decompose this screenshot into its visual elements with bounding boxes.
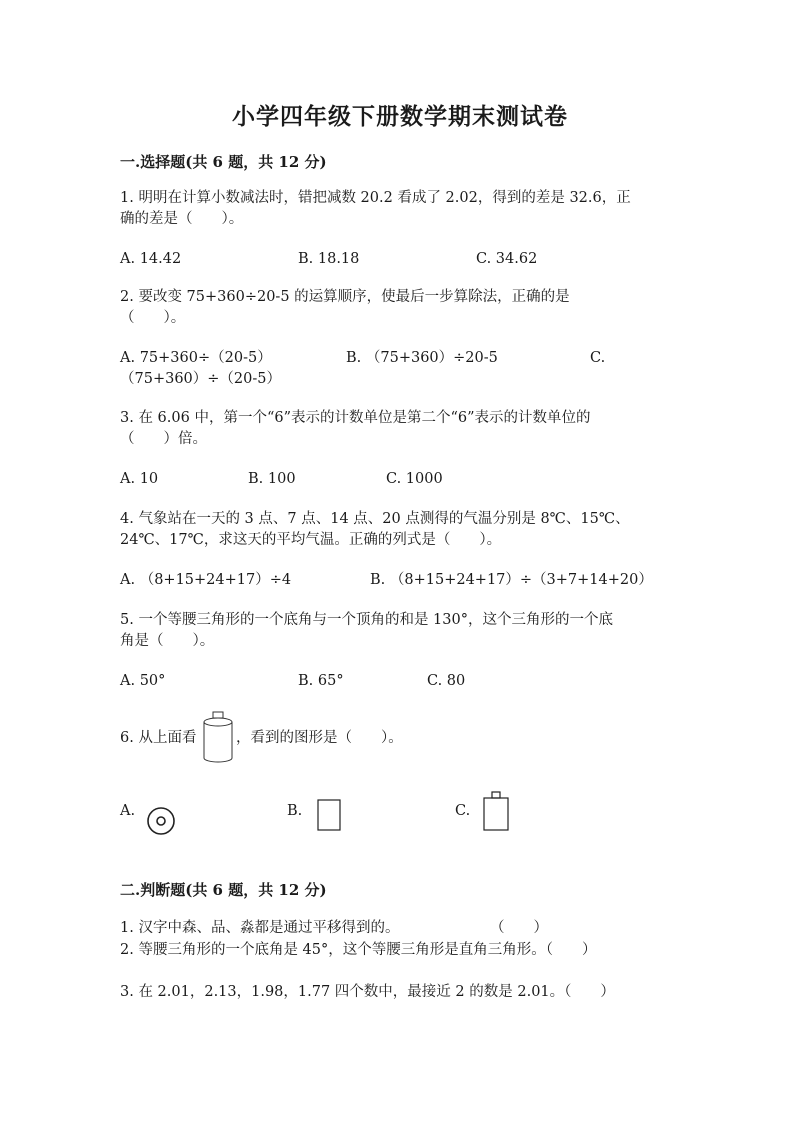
rectangle-shape xyxy=(318,800,340,830)
cylinder-figure xyxy=(200,710,236,766)
option-c: C. 80 xyxy=(427,673,466,689)
cylinder-top xyxy=(204,718,232,726)
option-a: A. 14.42 xyxy=(120,251,182,267)
option-c-continuation: （75+360）÷（20-5） xyxy=(120,371,282,387)
question-text-line: 确的差是（ ）。 xyxy=(120,211,244,227)
option-a: A. （8+15+24+17）÷4 xyxy=(120,572,292,588)
question-text-line: 3. 在 6.06 中，第一个“6”表示的计数单位是第二个“6”表示的计数单位的 xyxy=(120,410,591,426)
question-text-line: （ ）倍。 xyxy=(120,431,207,447)
page-title: 小学四年级下册数学期末测试卷 xyxy=(232,103,568,130)
question-text-line: 1. 明明在计算小数减法时，错把减数 20.2 看成了 2.02，得到的差是 32.6，正 xyxy=(120,190,631,206)
option-b: B. 65° xyxy=(298,673,344,689)
option-c-rectangle-with-cap-figure xyxy=(482,790,512,834)
judgement-question-3: 3. 在 2.01，2.13，1.98，1.77 四个数中，最接近 2 的数是 2.01。（ ） xyxy=(120,984,615,1000)
option-a: A. xyxy=(120,803,136,819)
cylinder-bottom xyxy=(204,758,232,762)
question-text-suffix: ，看到的图形是（ ）。 xyxy=(236,730,403,746)
body-shape xyxy=(484,798,508,830)
option-a: A. 10 xyxy=(120,471,159,487)
option-a: A. 50° xyxy=(120,673,166,689)
option-a: A. 75+360÷（20-5） xyxy=(120,350,272,366)
cap-shape xyxy=(492,792,500,798)
outer-circle xyxy=(148,808,174,834)
judgement-blank-1: （ ） xyxy=(490,920,548,936)
inner-circle xyxy=(157,817,165,825)
judgement-question-2: 2. 等腰三角形的一个底角是 45°，这个等腰三角形是直角三角形。（ ） xyxy=(120,942,597,958)
question-text-prefix: 6. 从上面看 xyxy=(120,730,197,746)
option-c: C. xyxy=(455,803,471,819)
cylinder-cap xyxy=(213,712,223,718)
option-c: C. xyxy=(590,350,606,366)
question-text-line: 4. 气象站在一天的 3 点、7 点、14 点、20 点测得的气温分别是 8℃、15℃、 xyxy=(120,511,630,527)
section-heading-judgement: 二.判断题(共 6 题，共 12 分) xyxy=(120,881,327,899)
option-b: B. （8+15+24+17）÷（3+7+14+20） xyxy=(370,572,653,588)
section-heading-choice: 一.选择题(共 6 题，共 12 分) xyxy=(120,153,327,171)
option-c: C. 34.62 xyxy=(476,251,538,267)
option-c: C. 1000 xyxy=(386,471,443,487)
option-b: B. 18.18 xyxy=(298,251,360,267)
judgement-question-1: 1. 汉字中森、品、淼都是通过平移得到的。 xyxy=(120,920,400,936)
question-text-line: （ ）。 xyxy=(120,310,186,326)
option-a-circle-figure xyxy=(144,804,178,838)
question-text-line: 24℃、17℃，求这天的平均气温。正确的列式是（ ）。 xyxy=(120,532,502,548)
question-text-line: 2. 要改变 75+360÷20-5 的运算顺序，使最后一步算除法，正确的是 xyxy=(120,289,570,305)
option-b: B. xyxy=(287,803,303,819)
option-b: B. （75+360）÷20-5 xyxy=(346,350,498,366)
question-text-line: 5. 一个等腰三角形的一个底角与一个顶角的和是 130°，这个三角形的一个底 xyxy=(120,612,613,628)
question-text-line: 角是（ ）。 xyxy=(120,633,215,649)
option-b: B. 100 xyxy=(248,471,296,487)
option-b-rectangle-figure xyxy=(316,798,344,834)
